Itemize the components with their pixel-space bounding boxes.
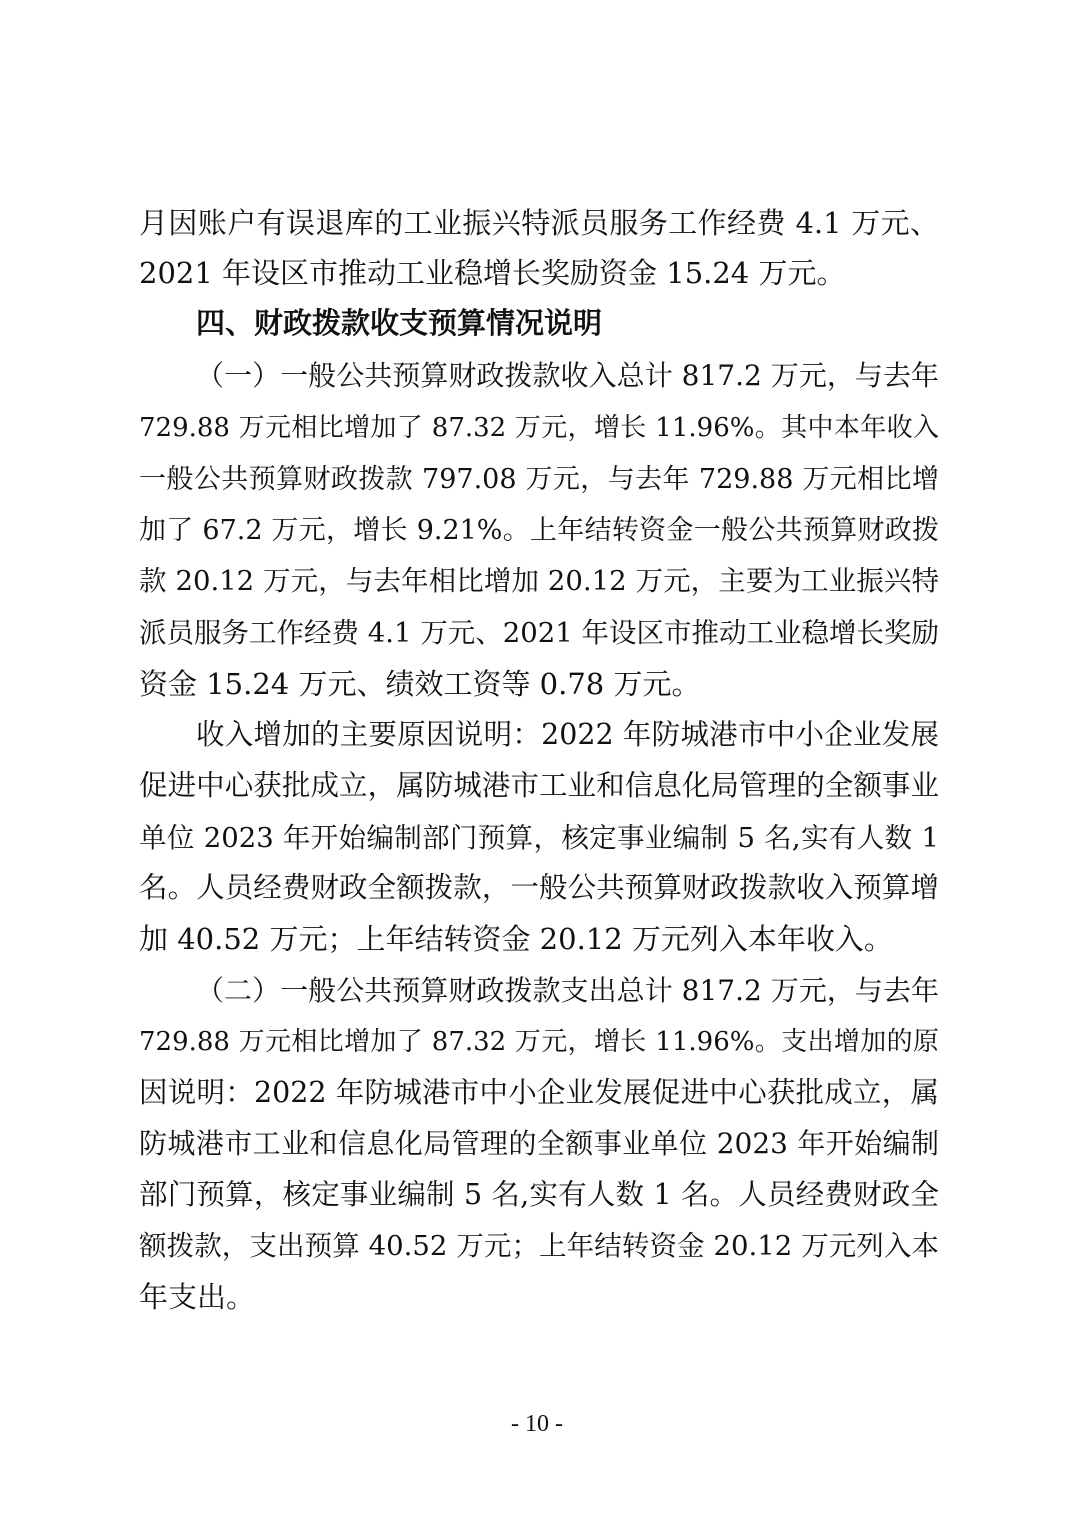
paragraph-line: 款 20.12 万元，与去年相比增加 20.12 万元，主要为工业振兴特 — [139, 565, 939, 597]
paragraph-line: 加 40.52 万元；上年结转资金 20.12 万元列入本年收入。 — [139, 922, 893, 956]
paragraph-line: 729.88 万元相比增加了 87.32 万元，增长 11.96%。支出增加的原 — [139, 1027, 939, 1057]
paragraph-line: 因说明：2022 年防城港市中小企业发展促进中心获批成立，属 — [139, 1076, 939, 1109]
paragraph-line: 部门预算，核定事业编制 5 名,实有人数 1 名。人员经费财政全 — [139, 1178, 939, 1211]
paragraph-line: 单位 2023 年开始编制部门预算，核定事业编制 5 名,实有人数 1 — [139, 822, 939, 854]
page-number: - 10 - — [511, 1411, 563, 1437]
paragraph-line: 2021 年设区市推动工业稳增长奖励资金 15.24 万元。 — [139, 256, 846, 290]
section-heading: 四、财政拨款收支预算情况说明 — [196, 306, 603, 340]
paragraph-line: （二）一般公共预算财政拨款支出总计 817.2 万元，与去年 — [196, 974, 939, 1007]
paragraph-line: 收入增加的主要原因说明：2022 年防城港市中小企业发展 — [196, 718, 939, 751]
paragraph-line: 一般公共预算财政拨款 797.08 万元，与去年 729.88 万元相比增 — [139, 464, 939, 495]
paragraph-line: 年支出。 — [139, 1280, 256, 1314]
paragraph-line: 派员服务工作经费 4.1 万元、2021 年设区市推动工业稳增长奖励 — [139, 617, 939, 649]
paragraph-line: （一）一般公共预算财政拨款收入总计 817.2 万元，与去年 — [196, 359, 939, 392]
paragraph-line: 促进中心获批成立，属防城港市工业和信息化局管理的全额事业 — [139, 769, 939, 802]
paragraph-line: 资金 15.24 万元、绩效工资等 0.78 万元。 — [139, 667, 701, 701]
paragraph-line: 额拨款，支出预算 40.52 万元；上年结转资金 20.12 万元列入本 — [139, 1230, 939, 1262]
paragraph-line: 729.88 万元相比增加了 87.32 万元，增长 11.96%。其中本年收入 — [139, 413, 939, 443]
paragraph-line: 加了 67.2 万元，增长 9.21%。上年结转资金一般公共预算财政拨 — [139, 515, 939, 546]
paragraph-line: 名。人员经费财政全额拨款，一般公共预算财政拨款收入预算增 — [139, 871, 939, 904]
paragraph-line: 防城港市工业和信息化局管理的全额事业单位 2023 年开始编制 — [139, 1127, 939, 1160]
paragraph-line: 月因账户有误退库的工业振兴特派员服务工作经费 4.1 万元、 — [139, 206, 939, 240]
